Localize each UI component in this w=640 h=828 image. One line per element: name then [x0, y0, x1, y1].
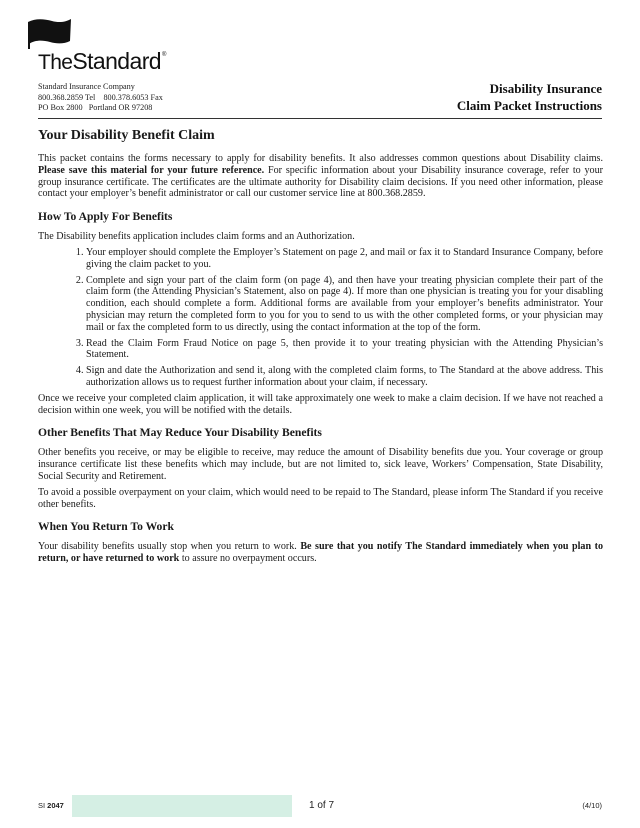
intro-text-2: For specific information about your Disability insurance coverage, refer to your group insurance certificate. The certificates are the ultimate authority for Disability claim decisions. If you need other information, please contact your employer’s benefit administrator or call our customer service line at 800.368.2859.	[38, 164, 603, 200]
document-title	[457, 80, 602, 114]
flag-logo-icon	[26, 16, 72, 50]
document-title-line1: Disability Insurance	[489, 81, 602, 96]
page-title: Your Disability Benefit Claim	[38, 128, 215, 143]
apply-step: 4. Sign and date the Authorization and send it, along with the completed claim forms, to The Standard at the above address. This authorization allows us to request further information about your claim, if necessary.	[86, 365, 603, 389]
other-benefits-paragraph-1: Other benefits you receive, or may be eligible to receive, may reduce the amount of Disability benefits due you. Your coverage or group insurance certificate list these benefits which may include, but are not limited to, sick leave, Workers’ Compensation, State Disability, Social Security and Retirement.	[38, 447, 603, 482]
apply-step: 3. Read the Claim Form Fraud Notice on page 5, then provide it to your treating physician with the Attending Physician’s Statement.	[86, 338, 603, 362]
form-code	[38, 801, 64, 810]
section-heading-return-to-work: When You Return To Work	[38, 520, 174, 534]
return-text-2: to assure no overpayment occurs.	[179, 553, 317, 565]
return-bold-text: Be sure that you notify The Standard immediately when you plan to return, or have returned to work	[38, 541, 603, 565]
return-to-work-paragraph	[38, 541, 603, 565]
apply-step: 1. Your employer should complete the Employer’s Statement on page 2, and mail or fax it to Standard Insurance Company, before giving the claim packet to you.	[86, 247, 603, 271]
apply-step: 2. Complete and sign your part of the claim form (on page 4), and then have your treating physician complete their part of the claim form (the Attending Physician’s Statement, also on page 4). If more than one physician is treating you for your disabling condition, each should complete a form. Additional forms are available from your employer’s benefits administrator. Your physician may return the completed form to you for you to send to us with the other completed forms, or your physician may mail or fax the completed form to us directly, using the contact information at the top of the form.	[86, 275, 603, 334]
company-phone-fax: 800.368.2859 Tel 800.378.6053 Fax	[38, 92, 163, 102]
form-prefix: SI	[38, 801, 48, 810]
page-number: 1 of 7	[309, 800, 335, 811]
brand-prefix: The	[38, 51, 73, 74]
other-benefits-paragraph-2: To avoid a possible overpayment on your claim, which would need to be repaid to The Standard, please inform The Standard if you receive other benefits.	[38, 486, 603, 510]
document-title-line2: Claim Packet Instructions	[456, 98, 602, 113]
section-heading-other-benefits: Other Benefits That May Reduce Your Disability Benefits	[38, 426, 322, 440]
intro-text-1: This packet contains the forms necessary to apply for disability benefits. It also addresses common questions about Disability claims.	[38, 153, 603, 164]
brand-name: Standard	[72, 48, 161, 74]
registered-mark: ®	[161, 52, 166, 58]
section-heading-apply: How To Apply For Benefits	[38, 210, 173, 224]
brand-logo	[38, 48, 166, 75]
company-address: PO Box 2800 Portland OR 97208	[38, 103, 153, 113]
page-footer	[38, 795, 602, 817]
company-name: Standard Insurance Company	[38, 82, 135, 91]
apply-lead: The Disability benefits application includes claim forms and an Authorization.	[38, 231, 355, 243]
intro-bold-text: Please save this material for your future reference.	[38, 164, 265, 176]
footer-highlight-box	[72, 795, 292, 817]
header-divider	[38, 118, 602, 119]
form-number: 2047	[47, 801, 64, 810]
main-content	[38, 127, 603, 569]
revision-date: (4/10)	[582, 801, 602, 810]
apply-steps-list	[38, 247, 603, 389]
intro-paragraph	[38, 153, 603, 200]
return-text-1: Your disability benefits usually stop when you return to work.	[38, 541, 301, 553]
apply-closing: Once we receive your completed claim application, it will take approximately one week to make a claim decision. If we have not reached a decision within one week, you will be notified with the details.	[38, 392, 603, 416]
company-info	[38, 82, 163, 114]
